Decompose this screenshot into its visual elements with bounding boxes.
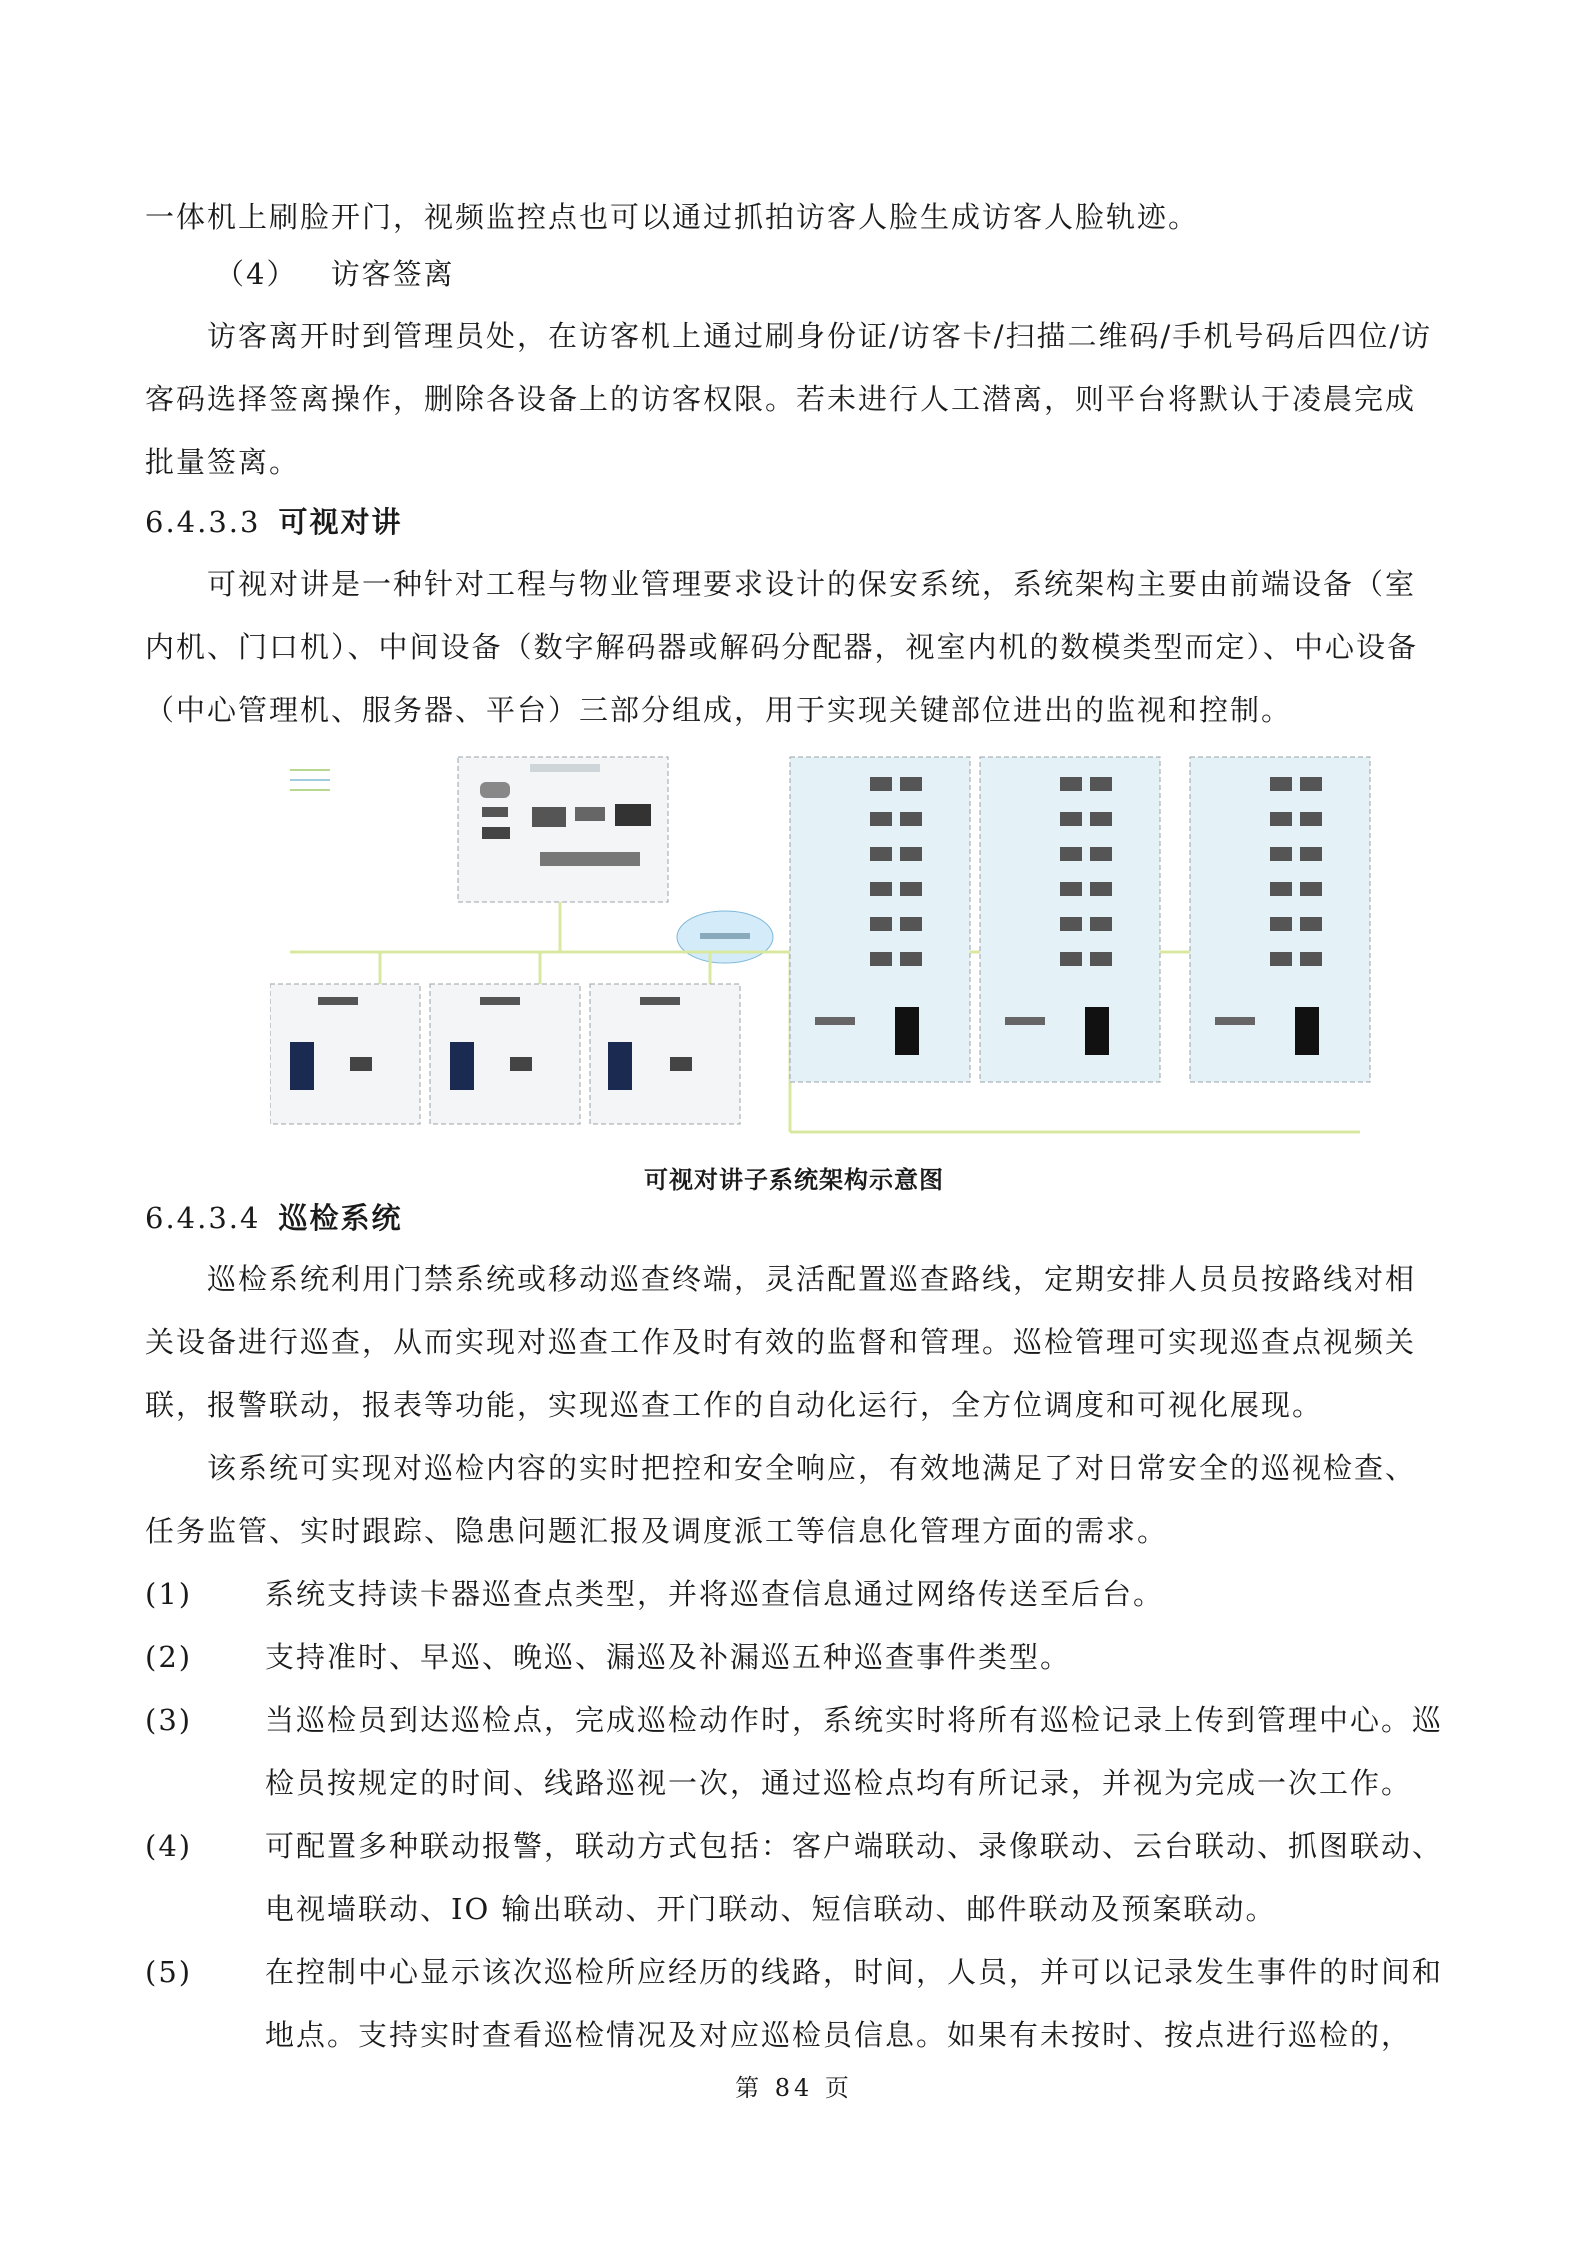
list-item-text: 可配置多种联动报警，联动方式包括：客户端联动、录像联动、云台联动、抓图联动、电视墙联动、IO 输出联动、开门联动、短信联动、邮件联动及预案联动。 (265, 1829, 1444, 1926)
list-item (145, 1626, 1450, 1689)
door-station-unit-1 (270, 984, 420, 1124)
door-station-unit-2 (430, 984, 580, 1124)
list-item-number: (1) (145, 1577, 193, 1611)
building-block-3 (1190, 757, 1370, 1082)
subsection-title: 访客签离 (330, 257, 455, 291)
list-item-number: (5) (145, 1955, 193, 1989)
list-item-text: 当巡检员到达巡检点，完成巡检动作时，系统实时将所有巡检记录上传到管理中心。巡检员按规定的时间、线路巡视一次，通过巡检点均有所记录，并视为完成一次工作。 (265, 1703, 1444, 1800)
list-item-number: (3) (145, 1703, 193, 1737)
building-block-2 (980, 757, 1160, 1082)
paragraph-intercom: 可视对讲是一种针对工程与物业管理要求设计的保安系统，系统架构主要由前端设备（室内机、门口机）、中间设备（数字解码器或解码分配器，视室内机的数模类型而定）、中心设备（中心管理机、服务器、平台）三部分组成，用于实现关键部位进出的监视和控制。 (145, 567, 1419, 727)
list-item (145, 1689, 1450, 1815)
paragraph-visitor-trajectory: 一体机上刷脸开门，视频监控点也可以通过抓拍访客人脸生成访客人脸轨迹。 (145, 200, 1200, 234)
legend (290, 770, 330, 790)
list-item (145, 1563, 1450, 1626)
management-center-box (458, 757, 668, 902)
intercom-architecture-diagram (270, 752, 1390, 1140)
paragraph-patrol-needs: 该系统可实现对巡检内容的实时把控和安全响应，有效地满足了对日常安全的巡视检查、任务监管、实时跟踪、隐患问题汇报及调度派工等信息化管理方面的需求。 (145, 1451, 1417, 1548)
page-number: 第 84 页 (735, 2074, 853, 2102)
list-item-text: 系统支持读卡器巡查点类型，并将巡查信息通过网络传送至后台。 (265, 1577, 1165, 1611)
network-cloud (677, 911, 773, 963)
paragraph-signout: 访客离开时到管理员处，在访客机上通过刷身份证/访客卡/扫描二维码/手机号码后四位/访客码选择签离操作，删除各设备上的访客权限。若未进行人工潜离，则平台将默认于凌晨完成批量签离。 (145, 319, 1433, 479)
section-title: 巡检系统 (278, 1201, 403, 1235)
building-block-1 (790, 757, 970, 1082)
list-item (145, 1941, 1450, 2067)
list-item (145, 1815, 1450, 1941)
list-item-number: (4) (145, 1829, 193, 1863)
section-title: 可视对讲 (278, 505, 403, 539)
subsection-number: （4） (215, 257, 298, 291)
figure-caption: 可视对讲子系统架构示意图 (644, 1165, 944, 1194)
section-heading-intercom (145, 500, 402, 541)
section-heading-patrol (145, 1196, 402, 1237)
paragraph-patrol-intro: 巡检系统利用门禁系统或移动巡查终端，灵活配置巡查路线，定期安排人员员按路线对相关设备进行巡查，从而实现对巡查工作及时有效的监督和管理。巡检管理可实现巡查点视频关联，报警联动，报表等功能，实现巡查工作的自动化运行，全方位调度和可视化展现。 (145, 1262, 1417, 1422)
section-number: 6.4.3.3 (145, 505, 261, 539)
door-station-unit-3 (590, 984, 740, 1124)
list-item-number: (2) (145, 1640, 193, 1674)
subsection-visitor-signout (215, 243, 1515, 306)
list-item-text: 支持准时、早巡、晚巡、漏巡及补漏巡五种巡查事件类型。 (265, 1640, 1072, 1674)
list-item-text: 在控制中心显示该次巡检所应经历的线路，时间，人员，并可以记录发生事件的时间和地点。支持实时查看巡检情况及对应巡检员信息。如果有未按时、按点进行巡检的， (265, 1955, 1444, 2052)
section-number: 6.4.3.4 (145, 1201, 261, 1235)
